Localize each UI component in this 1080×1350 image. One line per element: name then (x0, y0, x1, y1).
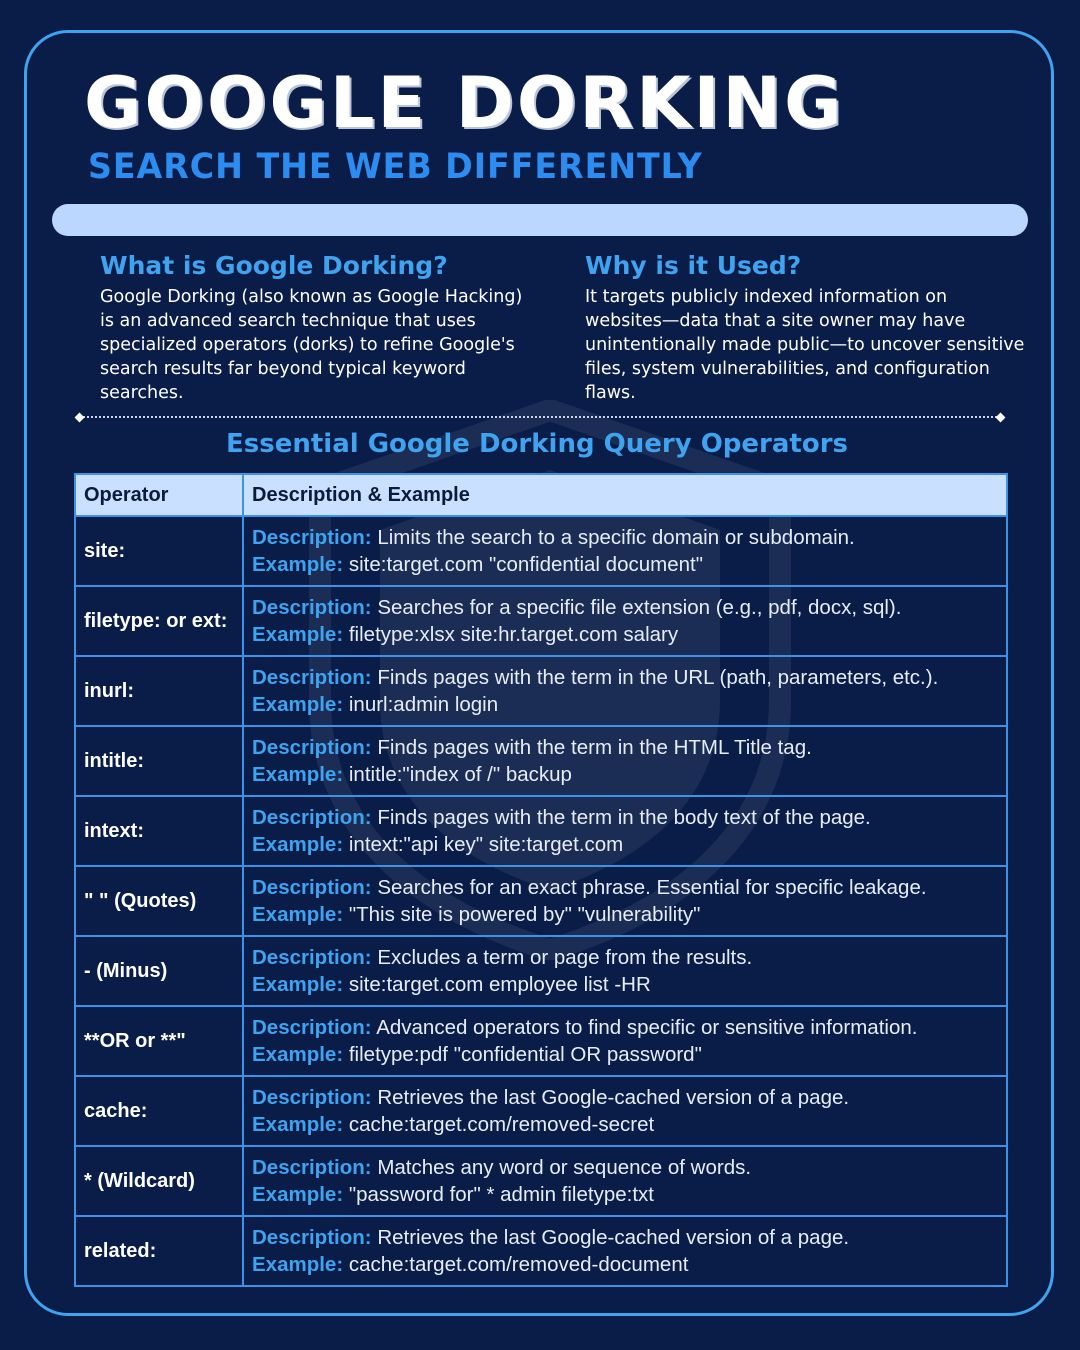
example-label: Example: (252, 903, 344, 926)
example-line (252, 691, 998, 718)
dotted-divider (80, 416, 1000, 418)
description-line (252, 1084, 998, 1111)
description-line (252, 1014, 998, 1041)
column-header-description: Description & Example (243, 474, 1007, 516)
description-text: Retrieves the last Google-cached version of a page. (377, 1226, 850, 1249)
description-cell (243, 866, 1007, 936)
operator-cell: site: (75, 516, 243, 586)
description-line (252, 874, 998, 901)
example-line (252, 971, 998, 998)
example-text: filetype:xlsx site:hr.target.com salary (348, 623, 679, 646)
why-section (585, 250, 1025, 405)
page-title: GOOGLE DORKING (84, 62, 845, 144)
example-label: Example: (252, 553, 344, 576)
description-label: Description: (252, 1226, 372, 1249)
description-label: Description: (252, 1086, 372, 1109)
example-line (252, 621, 998, 648)
example-line (252, 901, 998, 928)
example-line (252, 831, 998, 858)
description-text: Finds pages with the term in the HTML Title tag. (377, 736, 812, 759)
description-line (252, 944, 998, 971)
description-text: Retrieves the last Google-cached version of a page. (377, 1086, 850, 1109)
description-text: Excludes a term or page from the results. (377, 946, 753, 969)
description-line (252, 1224, 998, 1251)
page-subtitle: SEARCH THE WEB DIFFERENTLY (88, 147, 703, 187)
description-label: Description: (252, 1016, 372, 1039)
description-text: Advanced operators to find specific or sensitive information. (376, 1016, 918, 1039)
table-row (75, 1146, 1007, 1216)
what-body: Google Dorking (also known as Google Hacking) is an advanced search technique that uses specialized operators (dorks) to refine Google's search results far beyond typical keyword searches. (100, 287, 523, 404)
table-row (75, 1076, 1007, 1146)
description-label: Description: (252, 1156, 372, 1179)
description-text: Searches for an exact phrase. Essential for specific leakage. (377, 876, 927, 899)
description-cell (243, 656, 1007, 726)
description-cell (243, 586, 1007, 656)
example-line (252, 1111, 998, 1138)
example-line (252, 761, 998, 788)
description-cell (243, 1146, 1007, 1216)
example-label: Example: (252, 833, 344, 856)
description-text: Matches any word or sequence of words. (377, 1156, 752, 1179)
description-label: Description: (252, 666, 372, 689)
description-text: Finds pages with the term in the URL (path, parameters, etc.). (377, 666, 939, 689)
description-cell (243, 936, 1007, 1006)
table-header-row (75, 474, 1007, 516)
description-cell (243, 1006, 1007, 1076)
example-text: intitle:"index of /" backup (348, 763, 572, 786)
section-title: Essential Google Dorking Query Operators (226, 429, 848, 459)
description-line (252, 734, 998, 761)
description-label: Description: (252, 806, 372, 829)
table-row (75, 796, 1007, 866)
why-heading: Why is it Used? (585, 251, 802, 280)
table-row (75, 726, 1007, 796)
example-text: site:target.com "confidential document" (348, 553, 703, 576)
description-cell (243, 516, 1007, 586)
example-label: Example: (252, 1043, 344, 1066)
description-cell (243, 1216, 1007, 1286)
operator-cell: " " (Quotes) (75, 866, 243, 936)
why-body: It targets publicly indexed information on websites—data that a site owner may have unintentionally made public—to uncover sensitive files, system vulnerabilities, and configuration flaws. (585, 287, 1025, 404)
example-text: filetype:pdf "confidential OR password" (348, 1043, 702, 1066)
description-cell (243, 1076, 1007, 1146)
example-text: cache:target.com/removed-secret (348, 1113, 655, 1136)
description-line (252, 594, 998, 621)
table-row (75, 516, 1007, 586)
table-row (75, 586, 1007, 656)
description-line (252, 804, 998, 831)
example-text: cache:target.com/removed-document (348, 1253, 689, 1276)
table-row (75, 936, 1007, 1006)
operator-cell: related: (75, 1216, 243, 1286)
example-text: site:target.com employee list -HR (348, 973, 651, 996)
example-label: Example: (252, 693, 344, 716)
example-text: intext:"api key" site:target.com (348, 833, 624, 856)
description-line (252, 664, 998, 691)
operators-table (74, 473, 1008, 1287)
what-heading: What is Google Dorking? (100, 251, 448, 280)
description-text: Searches for a specific file extension (e.g., pdf, docx, sql). (377, 596, 902, 619)
example-line (252, 1041, 998, 1068)
description-line (252, 1154, 998, 1181)
example-label: Example: (252, 1183, 344, 1206)
operator-cell: **OR or **" (75, 1006, 243, 1076)
example-text: "password for" * admin filetype:txt (348, 1183, 654, 1206)
example-label: Example: (252, 623, 344, 646)
table-row (75, 866, 1007, 936)
operator-cell: filetype: or ext: (75, 586, 243, 656)
column-header-operator: Operator (75, 474, 243, 516)
description-label: Description: (252, 876, 372, 899)
example-line (252, 551, 998, 578)
example-label: Example: (252, 763, 344, 786)
operator-cell: intext: (75, 796, 243, 866)
description-line (252, 524, 998, 551)
operator-cell: cache: (75, 1076, 243, 1146)
example-line (252, 1181, 998, 1208)
description-label: Description: (252, 736, 372, 759)
table-row (75, 1006, 1007, 1076)
header-bar (52, 204, 1028, 236)
what-section (100, 250, 540, 405)
operator-cell: intitle: (75, 726, 243, 796)
operator-cell: * (Wildcard) (75, 1146, 243, 1216)
description-label: Description: (252, 946, 372, 969)
example-text: "This site is powered by" "vulnerability" (348, 903, 701, 926)
description-text: Finds pages with the term in the body text of the page. (377, 806, 871, 829)
description-text: Limits the search to a specific domain or subdomain. (377, 526, 855, 549)
operator-cell: inurl: (75, 656, 243, 726)
description-cell (243, 726, 1007, 796)
description-label: Description: (252, 526, 372, 549)
table-row (75, 656, 1007, 726)
example-label: Example: (252, 1253, 344, 1276)
example-text: inurl:admin login (348, 693, 499, 716)
example-label: Example: (252, 1113, 344, 1136)
operator-cell: - (Minus) (75, 936, 243, 1006)
table-row (75, 1216, 1007, 1286)
example-line (252, 1251, 998, 1278)
description-cell (243, 796, 1007, 866)
description-label: Description: (252, 596, 372, 619)
example-label: Example: (252, 973, 344, 996)
